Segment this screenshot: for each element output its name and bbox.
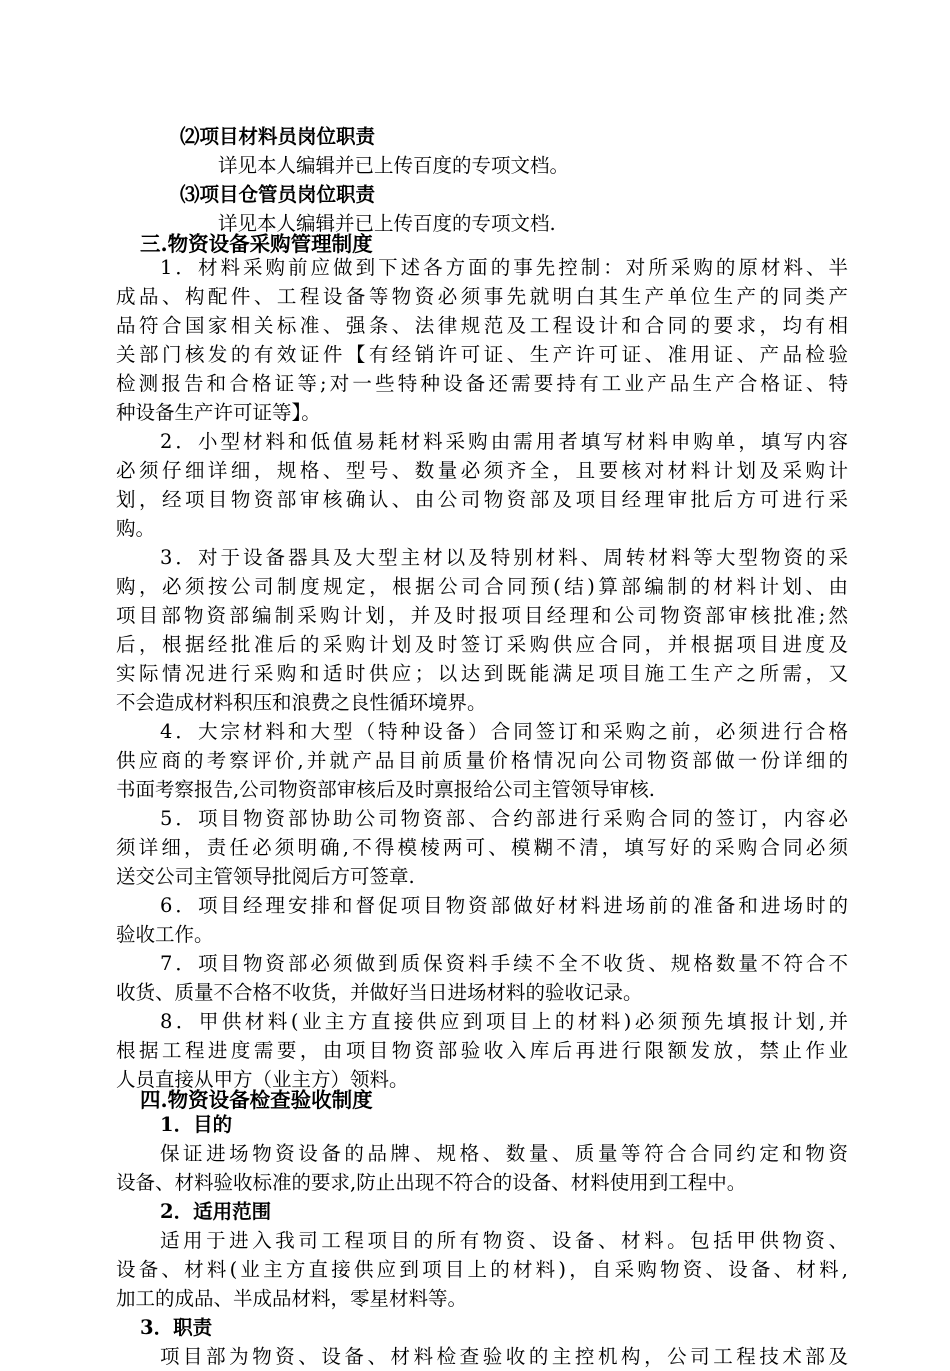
paragraph-line: 人员直接从甲方（业主方）领料。 xyxy=(116,1068,409,1091)
paragraph-line: 4．大宗材料和大型（特种设备）合同签订和采购之前，必须进行合格 xyxy=(160,720,848,743)
paragraph-line: 6．项目经理安排和督促项目物资部做好材料进场前的准备和进场时的 xyxy=(160,894,848,917)
paragraph-line: 关部门核发的有效证件【有经销许可证、生产许可证、准用证、产品检验 xyxy=(116,343,848,366)
paragraph-line: 成品、构配件、工程设备等物资必须事先就明白其生产单位生产的同类产 xyxy=(116,285,848,308)
paragraph-line: 2．小型材料和低值易耗材料采购由需用者填写材料申购单，填写内容 xyxy=(160,430,848,453)
paragraph-line: 供应商的考察评价,并就产品目前质量价格情况向公司物资部做一份详细的 xyxy=(116,749,848,772)
paragraph-line: 设备、材料验收标准的要求,防止出现不符合的设备、材料使用到工程中。 xyxy=(116,1171,747,1194)
paragraph-line: 须详细，责任必须明确,不得模棱两可、模糊不清，填写好的采购合同必须 xyxy=(116,836,848,859)
paragraph-line: 不会造成材料积压和浪费之良性循环境界。 xyxy=(116,691,487,714)
paragraph-line: 必须仔细详细，规格、型号、数量必须齐全，且要核对材料计划及采购计 xyxy=(116,459,848,482)
subsection-heading-warehouse-keeper: ⑶项目仓管员岗位职责 xyxy=(180,183,376,206)
paragraph-line: 设备、材料(业主方直接供应到项目上的材料)，自采购物资、设备、材料, xyxy=(116,1258,848,1281)
paragraph-line: 实际情况进行采购和适时供应；以达到既能满足项目施工生产之所需，又 xyxy=(116,662,848,685)
paragraph-line: 验收工作。 xyxy=(116,923,214,946)
subheading-scope: 2．适用范围 xyxy=(160,1200,272,1223)
paragraph-line: 5．项目物资部协助公司物资部、合约部进行采购合同的签订，内容必 xyxy=(160,807,848,830)
subheading-purpose: 1．目的 xyxy=(160,1113,233,1136)
paragraph-line: 收货、质量不合格不收货，并做好当日进场材料的验收记录。 xyxy=(116,981,643,1004)
paragraph-line: 7．项目物资部必须做到质保资料手续不全不收货、规格数量不符合不 xyxy=(160,952,848,975)
paragraph-line: 书面考察报告,公司物资部审核后及时禀报给公司主管领导审核. xyxy=(116,778,655,801)
paragraph-line: 加工的成品、半成品材料，零星材料等。 xyxy=(116,1287,468,1310)
paragraph-line: 品符合国家相关标准、强条、法律规范及工程设计和合同的要求，均有相 xyxy=(116,314,848,337)
paragraph-line: 根据工程进度需要，由项目物资部验收入库后再进行限额发放，禁止作业 xyxy=(116,1039,848,1062)
section-heading-procurement: 三.物资设备采购管理制度 xyxy=(140,232,373,256)
paragraph-line: 购，必须按公司制度规定，根据公司合同预(结)算部编制的材料计划、由 xyxy=(116,575,848,598)
paragraph-line: 3．对于设备器具及大型主材以及特别材料、周转材料等大型物资的采 xyxy=(160,546,848,569)
paragraph-line: 8．甲供材料(业主方直接供应到项目上的材料)必须预先填报计划,并 xyxy=(160,1010,848,1033)
subheading-responsibilities: 3．职责 xyxy=(140,1316,213,1339)
paragraph-line: 保证进场物资设备的品牌、规格、数量、质量等符合合同约定和物资 xyxy=(160,1142,848,1165)
paragraph-line: 适用于进入我司工程项目的所有物资、设备、材料。包括甲供物资、 xyxy=(160,1229,848,1252)
subsection-text: 详见本人编辑并已上传百度的专项文档. xyxy=(218,212,556,235)
paragraph-line: 送交公司主管领导批阅后方可签章. xyxy=(116,865,415,888)
subsection-heading-material-clerk: ⑵项目材料员岗位职责 xyxy=(180,125,376,148)
paragraph-line: 种设备生产许可证等】。 xyxy=(116,401,321,424)
paragraph-line: 后，根据经批准后的采购计划及时签订采购供应合同，并根据项目进度及 xyxy=(116,633,848,656)
paragraph-line: 划，经项目物资部审核确认、由公司物资部及项目经理审批后方可进行采 xyxy=(116,488,848,511)
paragraph-line: 检测报告和合格证等;对一些特种设备还需要持有工业产品生产合格证、特 xyxy=(116,372,848,395)
paragraph-line: 项目部为物资、设备、材料检查验收的主控机构，公司工程技术部及 xyxy=(160,1345,848,1368)
paragraph-line: 项目部物资部编制采购计划，并及时报项目经理和公司物资部审核批准;然 xyxy=(116,604,848,627)
paragraph-line: 1．材料采购前应做到下述各方面的事先控制：对所采购的原材料、半 xyxy=(160,256,848,279)
paragraph-line: 购。 xyxy=(116,517,156,540)
section-heading-inspection: 四.物资设备检查验收制度 xyxy=(140,1088,373,1112)
subsection-text: 详见本人编辑并已上传百度的专项文档。 xyxy=(218,154,570,177)
